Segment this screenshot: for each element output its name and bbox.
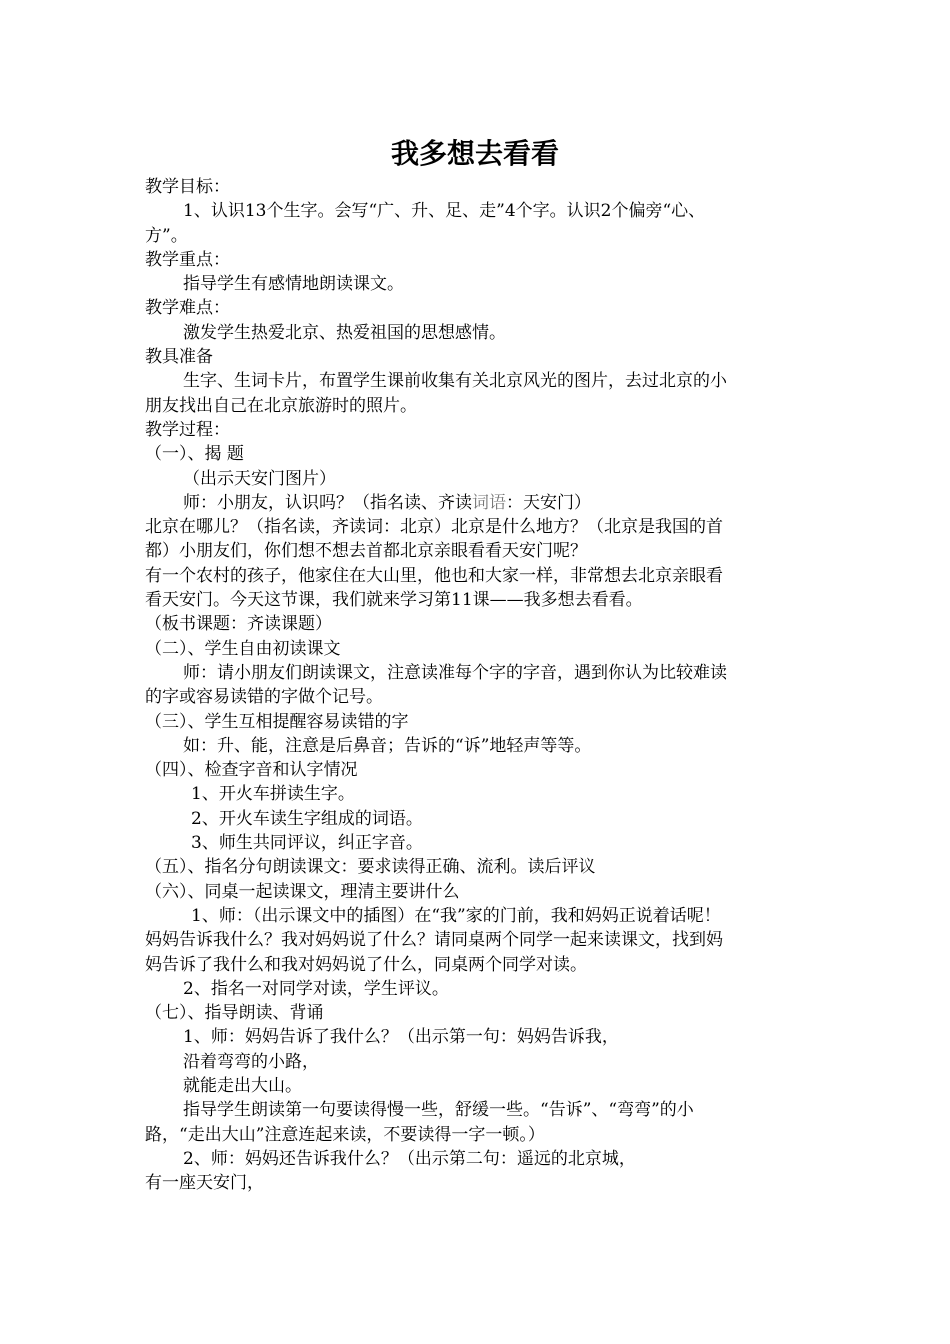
paragraph-line [145,491,805,515]
step-heading: （六）、同桌一起读课文，理清主要讲什么 [145,881,460,902]
step-heading: （七）、指导朗读、背诵 [145,1003,324,1024]
step-heading: （四）、检查字音和认字情况 [145,760,358,781]
paragraph-line: 生字、生词卡片，布置学生课前收集有关北京风光的图片，去过北京的小 [183,371,727,392]
step-heading: （一）、揭 题 [145,444,244,465]
paragraph-line: 1、认识13个生字。会写“广、升、足、走”4个字。认识2个偏旁“心、 [183,201,706,222]
document-title: 我多想去看看 [390,137,559,170]
paragraph-line: 的字或容易读错的字做个记号。 [145,687,383,708]
paragraph-line: 看天安门。今天这节课，我们就来学习第11课——我多想去看看。 [145,590,643,611]
paragraph-line: 方”。 [145,225,188,246]
section-heading: 教具准备 [145,347,213,368]
paragraph-line: 路，“走出大山”注意连起来读，不要读得一字一顿。） [145,1124,545,1145]
section-heading: 教学目标： [145,177,230,197]
paragraph-line: 妈妈告诉我什么？我对妈妈说了什么？请同桌两个同学一起来读课文，找到妈 [145,930,723,951]
paragraph-line: 2、指名一对同学对读，学生评议。 [183,978,449,999]
paragraph-line: 朋友找出自己在北京旅游时的照片。 [145,395,417,416]
highlighted-word: 词语 [472,492,506,513]
text-span: ：天安门） [506,492,591,513]
list-item: 2、开火车读生字组成的词语。 [191,808,423,829]
step-heading: （三）、学生互相提醒容易读错的字 [145,711,409,732]
paragraph-line: 指导学生有感情地朗读课文。 [183,274,404,295]
paragraph-line: 1、师：（出示课文中的插图）在“我”家的门前，我和妈妈正说着话呢！ [191,905,721,926]
paragraph-line: 1、师：妈妈告诉了我什么？（出示第一句：妈妈告诉我， [183,1027,619,1048]
paragraph-line: 2、师：妈妈还告诉我什么？（出示第二句：遥远的北京城， [183,1148,636,1169]
paragraph-line: 都）小朋友们，你们想不想去首都北京亲眼看看天安门呢？ [145,541,587,562]
section-heading: 教学难点： [145,298,230,319]
paragraph-line: 如：升、能，注意是后鼻音；告诉的“诉”地轻声等等。 [183,735,592,756]
poem-line: 沿着弯弯的小路， [183,1051,319,1072]
paragraph-line: 妈告诉了我什么和我对妈妈说了什么，同桌两个同学对读。 [145,954,587,975]
section-heading: 教学重点： [145,249,230,270]
text-span: 师：小朋友，认识吗？（指名读、齐读 [183,492,472,513]
paragraph-line: （板书课题：齐读课题） [145,614,332,635]
paragraph-line: （出示天安门图片） [183,468,336,489]
step-heading: （二）、学生自由初读课文 [145,638,341,659]
poem-line: 就能走出大山。 [183,1075,302,1096]
list-item: 3、师生共同评议，纠正字音。 [191,833,423,854]
document-body [145,175,805,1195]
step-heading: （五）、指名分句朗读课文：要求读得正确、流利。读后评议 [145,857,596,878]
paragraph-line: 有一个农村的孩子，他家住在大山里，他也和大家一样，非常想去北京亲眼看 [145,565,723,586]
paragraph-line: 指导学生朗读第一句要读得慢一些，舒缓一些。“告诉”、“弯弯”的小 [183,1100,694,1121]
paragraph-line: 激发学生热爱北京、热爱祖国的思想感情。 [183,322,506,343]
list-item: 1、开火车拼读生字。 [191,784,355,805]
poem-line: 有一座天安门， [145,1173,264,1194]
paragraph-line: 师：请小朋友们朗读课文，注意读准每个字的字音，遇到你认为比较难读 [183,662,727,683]
section-heading: 教学过程： [145,419,230,440]
paragraph-line: 北京在哪儿？（指名读，齐读词：北京）北京是什么地方？（北京是我国的首 [145,517,723,538]
